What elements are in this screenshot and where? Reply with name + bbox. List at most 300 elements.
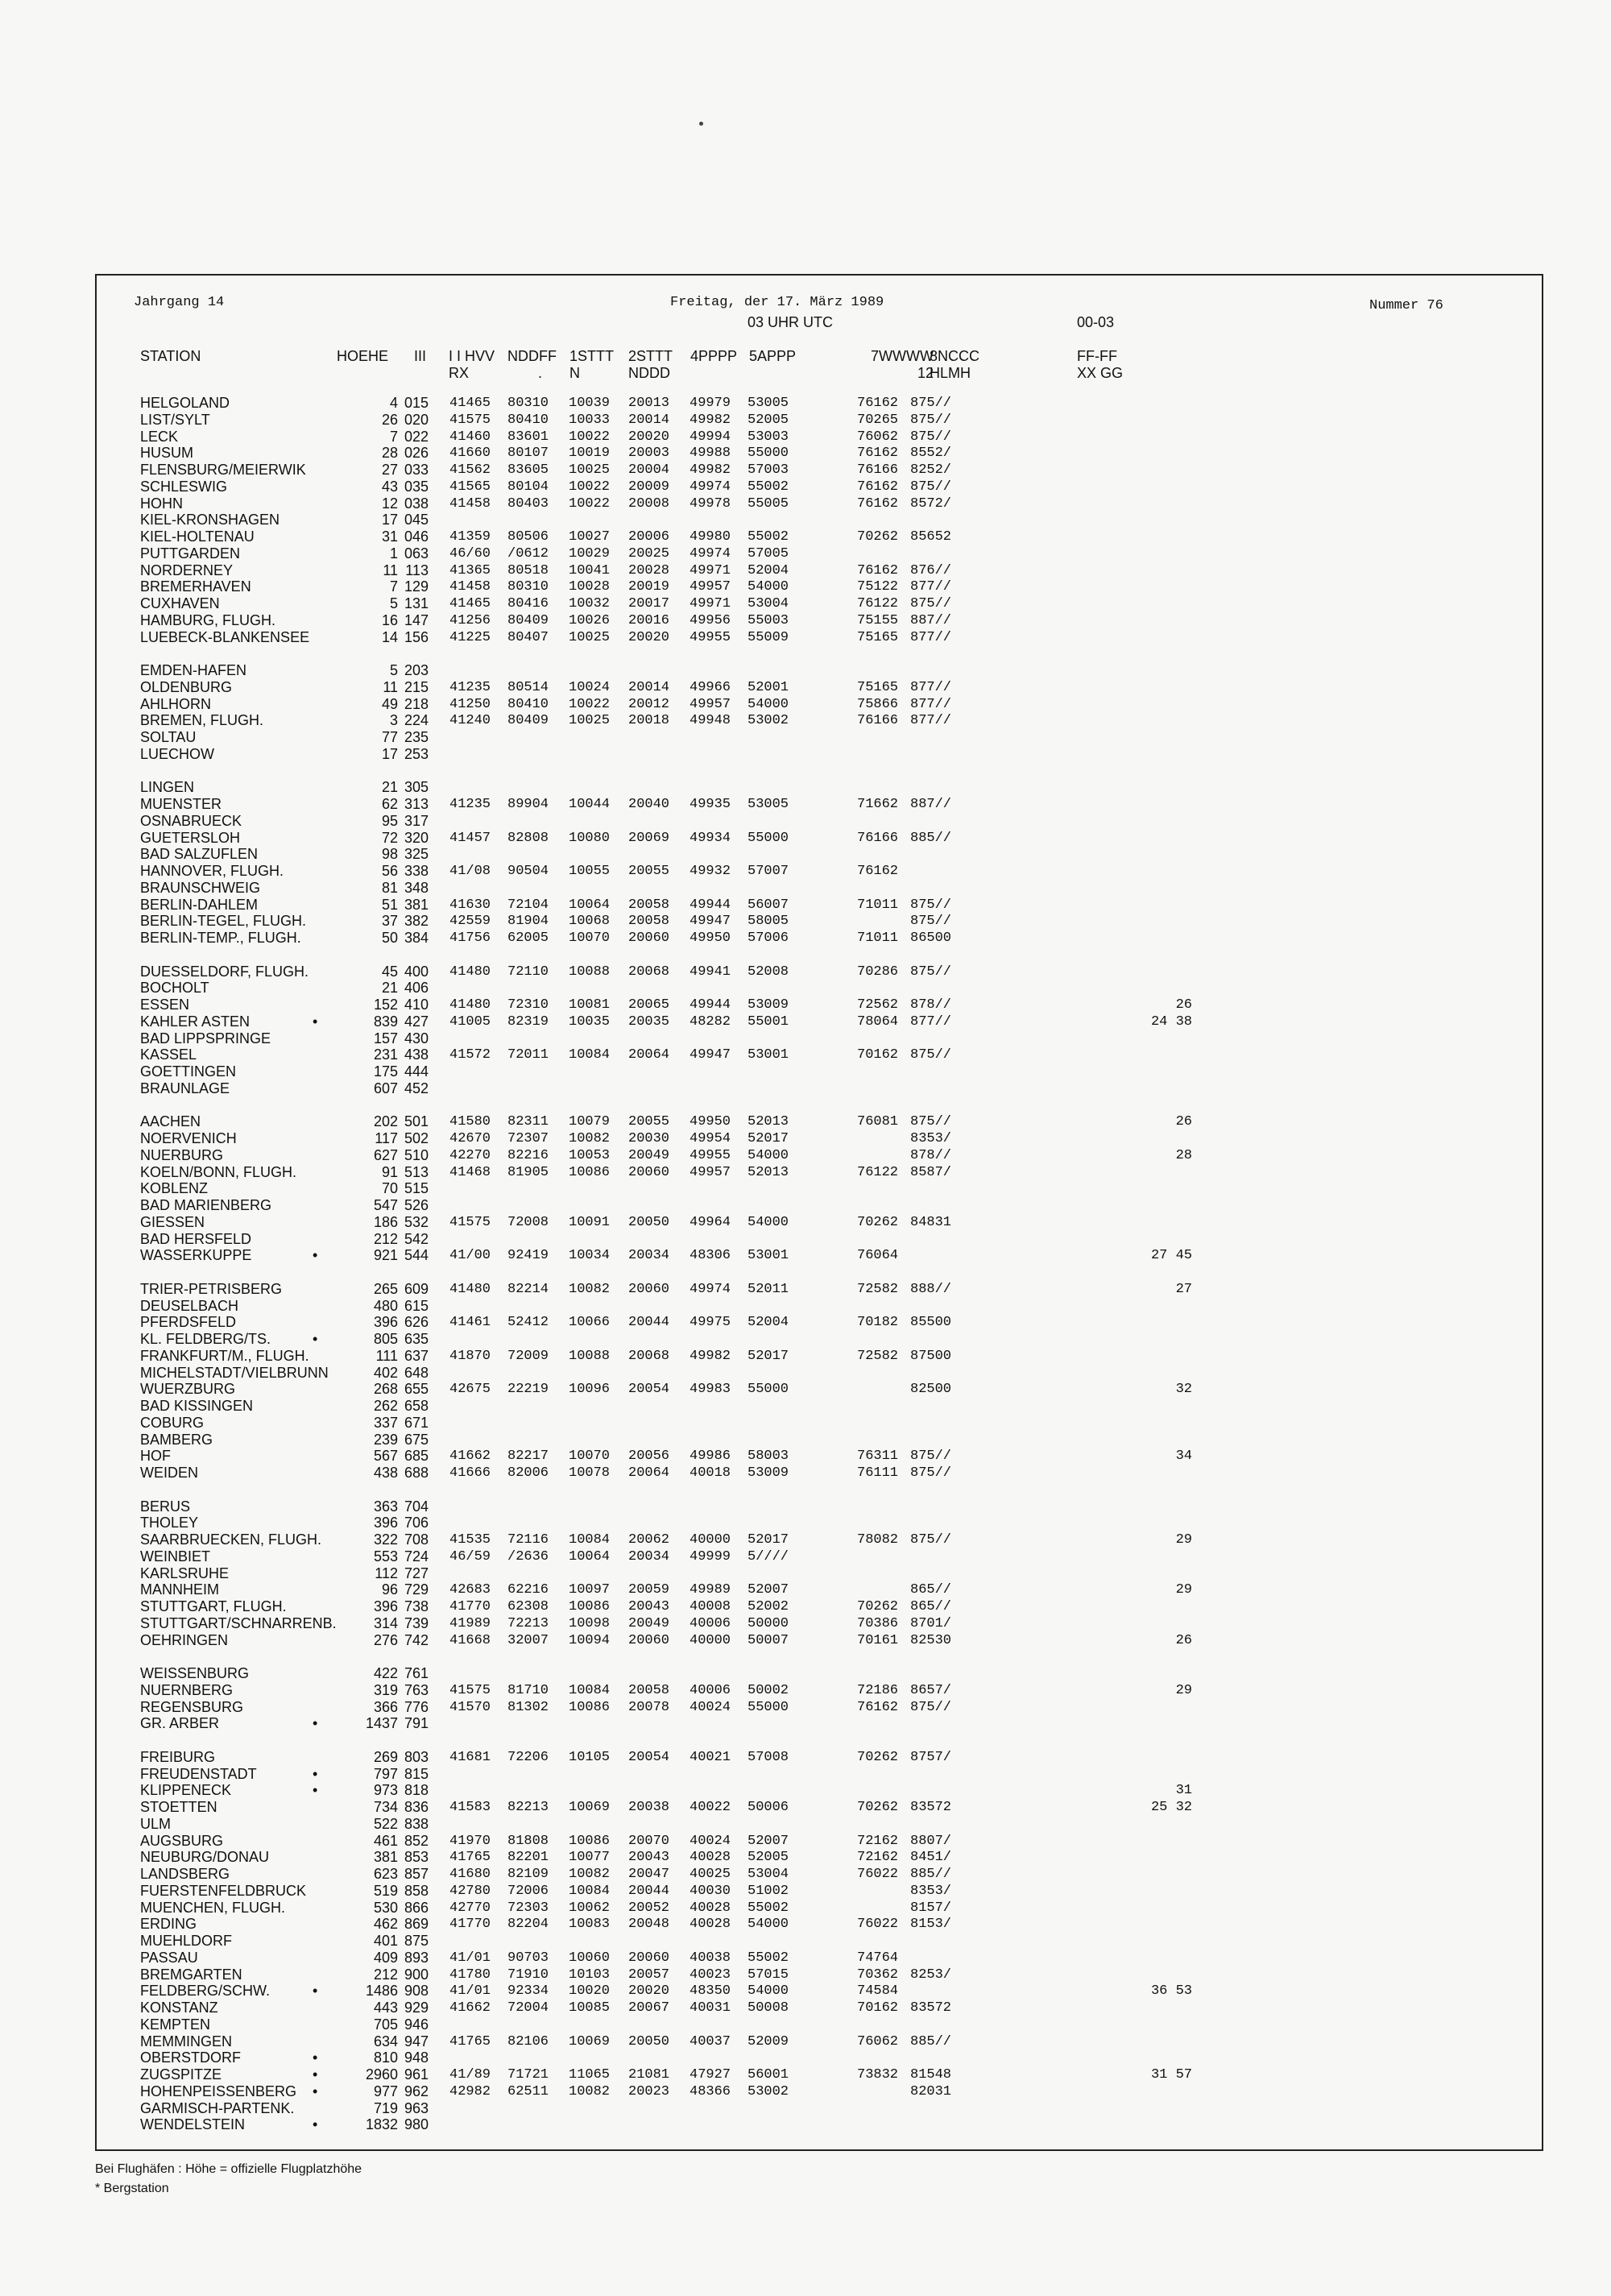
- synop-group: 83605: [507, 462, 549, 478]
- synop-group: 50008: [748, 2000, 789, 2016]
- weather-group: 75866: [857, 696, 899, 712]
- station-height: 269: [373, 1748, 398, 1765]
- synop-group: 80416: [507, 596, 549, 611]
- station-name: GUETERSLOH: [140, 829, 241, 846]
- station-id: 026: [404, 445, 429, 462]
- synop-group: 20059: [628, 1582, 670, 1598]
- synop-group: 82109: [507, 1867, 549, 1882]
- synop-group: 41/01: [449, 1983, 491, 2000]
- synop-group: 52005: [748, 1850, 789, 1866]
- station-name: KARLSRUHE: [140, 1565, 230, 1581]
- station-id: 313: [404, 796, 429, 812]
- weather-group: 76064: [857, 1248, 899, 1264]
- table-row: [97, 1598, 1545, 1615]
- station-id: 947: [404, 2033, 429, 2049]
- synop-group: 52017: [748, 1131, 789, 1146]
- weather-group: 70262: [857, 1214, 899, 1230]
- mountain-station-marker: •: [313, 1765, 318, 1782]
- synop-group: 72004: [507, 2000, 549, 2016]
- col-5appp: 5APPP: [749, 348, 797, 364]
- station-name: ZUGSPITZE: [140, 2066, 222, 2083]
- table-row: [97, 1147, 1545, 1164]
- weather-group: 70262: [857, 1599, 899, 1614]
- table-row: [97, 1766, 1545, 1783]
- station-id: 776: [404, 1698, 429, 1715]
- cloud-group: 875//: [910, 412, 952, 428]
- table-row: [97, 1046, 1545, 1063]
- table-row: [97, 997, 1545, 1013]
- table-row: [97, 1063, 1545, 1080]
- synop-group: 41765: [449, 2033, 491, 2049]
- synop-group: 41458: [449, 495, 491, 512]
- station-height: 96: [381, 1581, 398, 1598]
- synop-group: 82213: [507, 1800, 549, 1815]
- station-height: 21: [381, 980, 398, 997]
- synop-group: 10084: [569, 1047, 611, 1063]
- synop-group: 72303: [507, 1900, 549, 1916]
- table-row: [97, 779, 1545, 796]
- synop-group: 41666: [449, 1465, 491, 1481]
- station-height: 175: [373, 1063, 398, 1080]
- synop-group: 89904: [507, 797, 549, 812]
- synop-group: 40028: [690, 1850, 731, 1866]
- cloud-group: 86500: [910, 930, 952, 946]
- synop-group: 10086: [569, 1833, 611, 1849]
- synop-group: 40000: [690, 1532, 731, 1548]
- cloud-group: 885//: [910, 830, 952, 846]
- synop-group: 82808: [507, 830, 549, 846]
- station-id: 253: [404, 745, 429, 762]
- synop-group: 20020: [628, 1983, 670, 2000]
- synop-group: 21081: [628, 2067, 670, 2083]
- synop-group: 20056: [628, 1448, 670, 1465]
- synop-group: 41989: [449, 1615, 491, 1631]
- cloud-group: 876//: [910, 562, 952, 578]
- synop-group: 10039: [569, 396, 611, 411]
- synop-group: 72006: [507, 1883, 549, 1899]
- synop-group: 10064: [569, 1548, 611, 1565]
- synop-group: 20070: [628, 1833, 670, 1849]
- synop-group: 80104: [507, 479, 549, 495]
- synop-group: 41575: [449, 1682, 491, 1698]
- synop-group: 50000: [748, 1615, 789, 1631]
- synop-group: 49948: [690, 713, 731, 729]
- synop-group: 10044: [569, 797, 611, 812]
- station-id: 317: [404, 812, 429, 829]
- station-name: HOHENPEISSENBERG: [140, 2083, 297, 2099]
- station-name: KOBLENZ: [140, 1180, 209, 1197]
- cloud-group: 81548: [910, 2067, 952, 2083]
- station-name: HANNOVER, FLUGH.: [140, 863, 284, 879]
- station-id: 858: [404, 1882, 429, 1899]
- synop-group: 48306: [690, 1248, 731, 1264]
- col-1sttt: 1STTT N: [569, 348, 615, 381]
- synop-group: 22219: [507, 1382, 549, 1398]
- table-row: [97, 830, 1545, 847]
- table-row: [97, 980, 1545, 997]
- station-id: 635: [404, 1331, 429, 1347]
- table-row: [97, 1448, 1545, 1465]
- station-id: 929: [404, 2000, 429, 2016]
- synop-group: 20014: [628, 679, 670, 695]
- table-row: [97, 528, 1545, 545]
- table-row: [97, 1983, 1545, 2000]
- synop-group: 49932: [690, 864, 731, 879]
- station-name: WEIDEN: [140, 1465, 198, 1481]
- station-name: MUENSTER: [140, 796, 222, 812]
- station-id: 803: [404, 1748, 429, 1765]
- station-height: 519: [373, 1882, 398, 1899]
- synop-group: 49964: [690, 1214, 731, 1230]
- station-height: 797: [373, 1765, 398, 1782]
- cloud-group: 875//: [910, 1047, 952, 1063]
- synop-group: 51002: [748, 1883, 789, 1899]
- synop-group: 41765: [449, 1850, 491, 1866]
- synop-group: 20060: [628, 1632, 670, 1648]
- cloud-group: 888//: [910, 1281, 952, 1297]
- cloud-group: 85652: [910, 529, 952, 545]
- synop-group: 42770: [449, 1900, 491, 1916]
- synop-group: 41770: [449, 1599, 491, 1614]
- synop-group: 10025: [569, 713, 611, 729]
- station-name: AHLHORN: [140, 695, 212, 712]
- station-height: 634: [373, 2033, 398, 2049]
- table-row: [97, 1281, 1545, 1298]
- station-name: FRANKFURT/M., FLUGH.: [140, 1347, 309, 1364]
- synop-group: 55005: [748, 495, 789, 512]
- synop-group: 58003: [748, 1448, 789, 1465]
- synop-group: 20030: [628, 1131, 670, 1146]
- weather-group: 75155: [857, 612, 899, 628]
- station-height: 265: [373, 1280, 398, 1297]
- table-row: [97, 1214, 1545, 1231]
- synop-group: 40006: [690, 1682, 731, 1698]
- synop-group: 49979: [690, 396, 731, 411]
- weather-group: 70265: [857, 412, 899, 428]
- mountain-station-marker: •: [313, 2049, 318, 2066]
- synop-group: 10094: [569, 1632, 611, 1648]
- weather-group: 70162: [857, 2000, 899, 2016]
- station-id: 156: [404, 628, 429, 645]
- synop-group: 20019: [628, 579, 670, 595]
- station-id: 203: [404, 662, 429, 678]
- station-id: 348: [404, 879, 429, 896]
- station-id: 815: [404, 1765, 429, 1782]
- table-row: [97, 1348, 1545, 1365]
- synop-group: 82319: [507, 1013, 549, 1030]
- station-height: 17: [381, 512, 398, 528]
- weather-group: 76062: [857, 429, 899, 445]
- synop-group: 10084: [569, 1883, 611, 1899]
- table-row: [97, 1665, 1545, 1682]
- station-height: 396: [373, 1314, 398, 1331]
- table-row: [97, 612, 1545, 629]
- synop-group: 20068: [628, 1348, 670, 1364]
- synop-group: 20044: [628, 1315, 670, 1331]
- weather-group: 71011: [857, 930, 899, 946]
- synop-group: 55002: [748, 529, 789, 545]
- synop-group: 41570: [449, 1699, 491, 1715]
- table-row: [97, 746, 1545, 763]
- synop-group: 49944: [690, 897, 731, 913]
- mountain-station-marker: •: [313, 1782, 318, 1799]
- station-height: 11: [383, 562, 398, 578]
- station-id: 655: [404, 1381, 429, 1398]
- station-id: 961: [404, 2066, 429, 2083]
- synop-group: 20016: [628, 612, 670, 628]
- station-name: HELGOLAND: [140, 395, 230, 411]
- station-name: BERLIN-DAHLEM: [140, 896, 259, 913]
- synop-group: 20018: [628, 713, 670, 729]
- station-name: BERLIN-TEMP., FLUGH.: [140, 930, 301, 946]
- synop-group: 72307: [507, 1131, 549, 1146]
- table-row: [97, 512, 1545, 528]
- weather-group: 70262: [857, 1800, 899, 1815]
- synop-group: 80407: [507, 629, 549, 645]
- synop-group: 55000: [748, 1699, 789, 1715]
- station-name: NEUBURG/DONAU: [140, 1849, 270, 1866]
- station-height: 401: [373, 1933, 398, 1949]
- table-row: [97, 1164, 1545, 1181]
- gust-group: 28: [1175, 1147, 1192, 1163]
- synop-group: 41/08: [449, 864, 491, 879]
- station-height: 337: [373, 1414, 398, 1431]
- synop-group: 20050: [628, 2033, 670, 2049]
- synop-group: 20050: [628, 1214, 670, 1230]
- station-name: OSNABRUECK: [140, 812, 242, 829]
- table-row: [97, 1866, 1545, 1883]
- synop-group: 10022: [569, 696, 611, 712]
- synop-group: 72104: [507, 897, 549, 913]
- synop-group: 49957: [690, 579, 731, 595]
- station-name: STUTTGART/SCHNARRENB.: [140, 1614, 337, 1631]
- station-name: OLDENBURG: [140, 678, 233, 695]
- synop-group: 20062: [628, 1532, 670, 1548]
- table-row: [97, 846, 1545, 863]
- synop-group: 20014: [628, 412, 670, 428]
- synop-group: 55009: [748, 629, 789, 645]
- synop-group: 81905: [507, 1164, 549, 1180]
- station-name: BAD MARIENBERG: [140, 1197, 272, 1213]
- synop-group: 50006: [748, 1800, 789, 1815]
- synop-group: 10096: [569, 1382, 611, 1398]
- synop-group: 41458: [449, 579, 491, 595]
- synop-group: 10070: [569, 1448, 611, 1465]
- station-id: 218: [404, 695, 429, 712]
- synop-group: 10024: [569, 679, 611, 695]
- gust-group: 29: [1175, 1682, 1192, 1698]
- station-name: BREMGARTEN: [140, 1966, 242, 1983]
- table-row: [97, 813, 1545, 830]
- station-id: 384: [404, 930, 429, 946]
- synop-group: 41365: [449, 562, 491, 578]
- cloud-group: 875//: [910, 1114, 952, 1130]
- synop-group: 20034: [628, 1248, 670, 1264]
- synop-group: 42559: [449, 914, 491, 930]
- station-name: SCHLESWIG: [140, 478, 228, 495]
- table-row: [97, 1331, 1545, 1348]
- cloud-group: 8157/: [910, 1900, 952, 1916]
- synop-group: 10088: [569, 964, 611, 980]
- synop-group: 80409: [507, 713, 549, 729]
- weather-group: 76162: [857, 1699, 899, 1715]
- station-name: KIEL-KRONSHAGEN: [140, 512, 280, 528]
- station-id: 147: [404, 611, 429, 628]
- cloud-group: 885//: [910, 2033, 952, 2049]
- synop-group: 41756: [449, 930, 491, 946]
- station-height: 51: [381, 896, 398, 913]
- synop-group: 10066: [569, 1315, 611, 1331]
- cloud-group: 8572/: [910, 495, 952, 512]
- station-height: 462: [373, 1916, 398, 1933]
- synop-group: 41680: [449, 1867, 491, 1882]
- station-id: 852: [404, 1832, 429, 1849]
- cloud-group: 875//: [910, 1448, 952, 1465]
- table-row: [97, 863, 1545, 880]
- station-name: HOF: [140, 1448, 171, 1465]
- synop-group: 41580: [449, 1114, 491, 1130]
- synop-group: 41250: [449, 696, 491, 712]
- cloud-group: 83572: [910, 2000, 952, 2016]
- col-hoehe: HOEHE: [337, 348, 389, 364]
- scan-speck: [699, 122, 703, 126]
- synop-group: 71721: [507, 2067, 549, 2083]
- synop-group: 10028: [569, 579, 611, 595]
- col-station: STATION: [140, 348, 201, 364]
- synop-group: 72009: [507, 1348, 549, 1364]
- cloud-group: 8253/: [910, 1967, 952, 1983]
- table-row: [97, 1180, 1545, 1197]
- cloud-group: 875//: [910, 964, 952, 980]
- station-height: 28: [381, 445, 398, 462]
- synop-group: 56001: [748, 2067, 789, 2083]
- synop-group: 41662: [449, 2000, 491, 2016]
- synop-group: 10034: [569, 1248, 611, 1264]
- cloud-group: 8701/: [910, 1615, 952, 1631]
- synop-group: 49980: [690, 529, 731, 545]
- synop-group: 41235: [449, 797, 491, 812]
- synop-group: 82311: [507, 1114, 549, 1130]
- station-height: 461: [373, 1832, 398, 1849]
- synop-group: 41460: [449, 429, 491, 445]
- table-row: [97, 1950, 1545, 1967]
- synop-group: 49957: [690, 696, 731, 712]
- table-row: [97, 1782, 1545, 1799]
- table-row: [97, 662, 1545, 679]
- mountain-station-marker: •: [313, 1247, 318, 1264]
- station-name: FREUDENSTADT: [140, 1765, 257, 1782]
- synop-group: 10060: [569, 1950, 611, 1966]
- synop-group: 20028: [628, 562, 670, 578]
- station-name: EMDEN-HAFEN: [140, 662, 247, 678]
- table-row: [97, 1967, 1545, 1983]
- synop-group: 42982: [449, 2083, 491, 2099]
- synop-group: 48282: [690, 1013, 731, 1030]
- station-height: 117: [375, 1130, 398, 1146]
- table-row: [97, 1565, 1545, 1582]
- synop-group: 41535: [449, 1532, 491, 1548]
- synop-group: 49994: [690, 429, 731, 445]
- station-id: 853: [404, 1849, 429, 1866]
- station-height: 810: [373, 2049, 398, 2066]
- station-height: 37: [381, 913, 398, 930]
- synop-group: 20008: [628, 495, 670, 512]
- station-id: 658: [404, 1398, 429, 1414]
- synop-group: 20020: [628, 429, 670, 445]
- station-height: 70: [381, 1180, 398, 1197]
- station-name: MUENCHEN, FLUGH.: [140, 1899, 286, 1916]
- cloud-group: 878//: [910, 1147, 952, 1163]
- synop-group: 10041: [569, 562, 611, 578]
- station-height: 977: [373, 2083, 398, 2099]
- synop-group: 55000: [748, 830, 789, 846]
- station-height: 319: [373, 1681, 398, 1698]
- station-id: 818: [404, 1782, 429, 1799]
- station-height: 45: [381, 963, 398, 980]
- synop-group: 41225: [449, 629, 491, 645]
- station-name: DUESSELDORF, FLUGH.: [140, 963, 309, 980]
- table-row: [97, 1816, 1545, 1833]
- synop-group: 72110: [507, 964, 549, 980]
- station-id: 626: [404, 1314, 429, 1331]
- synop-group: 40031: [690, 2000, 731, 2016]
- synop-group: 42270: [449, 1147, 491, 1163]
- station-name: WEISSENBURG: [140, 1665, 250, 1681]
- station-name: THOLEY: [140, 1515, 199, 1531]
- weather-group: 73832: [857, 2067, 899, 2083]
- cloud-group: 8353/: [910, 1883, 952, 1899]
- synop-group: 46/60: [449, 545, 491, 562]
- cloud-group: 877//: [910, 579, 952, 595]
- synop-group: 55002: [748, 1900, 789, 1916]
- synop-group: 20054: [628, 1382, 670, 1398]
- synop-group: 55000: [748, 446, 789, 462]
- cloud-group: 84831: [910, 1214, 952, 1230]
- col-ff: FF-FF XX GG: [1077, 348, 1124, 381]
- table-row: [97, 880, 1545, 897]
- table-row: [97, 1314, 1545, 1331]
- table-row: [97, 1231, 1545, 1248]
- synop-group: 50007: [748, 1632, 789, 1648]
- cloud-group: 8451/: [910, 1850, 952, 1866]
- station-height: 1437: [365, 1715, 398, 1732]
- station-name: KL. FELDBERG/TS.: [140, 1331, 271, 1347]
- synop-group: 52004: [748, 562, 789, 578]
- station-height: 396: [373, 1598, 398, 1614]
- station-height: 381: [373, 1849, 398, 1866]
- synop-group: 81808: [507, 1833, 549, 1849]
- synop-group: 49934: [690, 830, 731, 846]
- synop-group: 41660: [449, 446, 491, 462]
- station-id: 739: [404, 1614, 429, 1631]
- volume-label: Jahrgang 14: [134, 295, 225, 310]
- synop-group: 10085: [569, 2000, 611, 2016]
- station-name: BAD SALZUFLEN: [140, 846, 259, 863]
- station-id: 637: [404, 1347, 429, 1364]
- synop-group: 40024: [690, 1833, 731, 1849]
- gust-group: 25 32: [1150, 1800, 1192, 1815]
- weather-group: 72582: [857, 1348, 899, 1364]
- synop-group: 81710: [507, 1682, 549, 1698]
- station-height: 31: [381, 528, 398, 545]
- table-row: [97, 562, 1545, 579]
- synop-group: 52005: [748, 412, 789, 428]
- station-name: PFERDSFELD: [140, 1314, 237, 1331]
- synop-group: 40022: [690, 1800, 731, 1815]
- synop-group: 80410: [507, 696, 549, 712]
- table-row: [97, 1498, 1545, 1515]
- table-row: [97, 1197, 1545, 1214]
